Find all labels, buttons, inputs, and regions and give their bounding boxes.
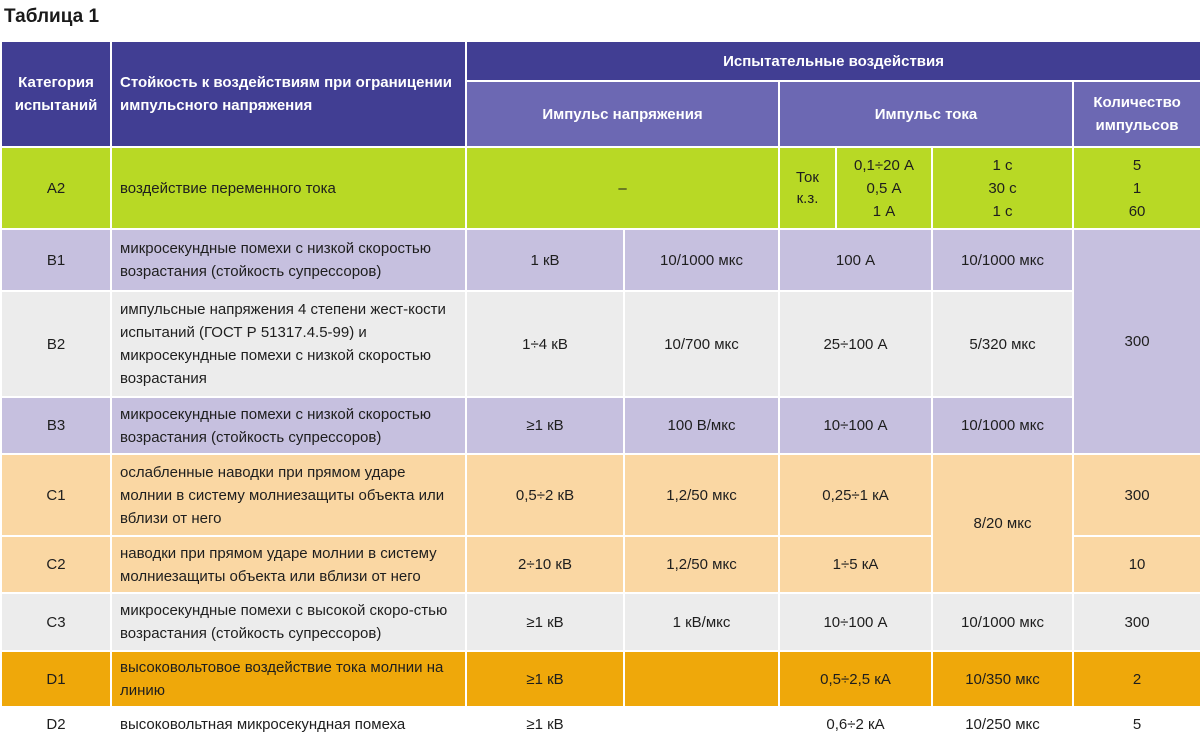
cell-pulse-count: 5 <box>1073 707 1200 741</box>
cell-current-amplitude: 25÷100 А <box>779 291 932 397</box>
cell-voltage-shape: 10/700 мкс <box>624 291 779 397</box>
cell-pulse-count: 300 <box>1073 593 1200 651</box>
header-resistance: Стойкость к воздействиям при ограницении импульсного напряжения <box>111 41 466 147</box>
cell-voltage-shape <box>624 651 779 707</box>
header-pulse-count: Количество импульсов <box>1073 81 1200 147</box>
cell-description: высоковольтовое воздействие тока молнии на линию <box>111 651 466 707</box>
cell-category: B2 <box>1 291 111 397</box>
cell-voltage-shape: 1 кВ/мкс <box>624 593 779 651</box>
cell-voltage: – <box>466 147 779 229</box>
cell-pulse-count-b: 300 <box>1073 229 1200 454</box>
cell-voltage-amplitude: 2÷10 кВ <box>466 536 624 593</box>
header-current-pulse: Импульс тока <box>779 81 1073 147</box>
cell-description: микросекундные помехи с низкой скоростью возрастания (стойкость супрессоров) <box>111 229 466 291</box>
cell-category: C1 <box>1 454 111 536</box>
cell-category: C2 <box>1 536 111 593</box>
cell-current-shape: 10/250 мкс <box>932 707 1073 741</box>
cell-category: A2 <box>1 147 111 229</box>
cell-category: B1 <box>1 229 111 291</box>
cell-category: D1 <box>1 651 111 707</box>
cell-current-values: 0,1÷20 А 0,5 А 1 А <box>836 147 932 229</box>
cell-voltage-shape: 10/1000 мкс <box>624 229 779 291</box>
cell-voltage-shape: 100 В/мкс <box>624 397 779 454</box>
test-categories-table <box>0 40 1200 742</box>
tok-label-line-1: Ток <box>796 169 819 186</box>
table-row-c3 <box>1 593 1200 651</box>
cell-voltage-amplitude: ≥1 кВ <box>466 397 624 454</box>
cell-description: воздействие переменного тока <box>111 147 466 229</box>
table-row-b2 <box>1 291 1200 397</box>
table-row-b3 <box>1 397 1200 454</box>
table-row-c1 <box>1 454 1200 536</box>
cell-voltage-amplitude: 1÷4 кВ <box>466 291 624 397</box>
cell-description: ослабленные наводки при прямом ударе молнии в систему молниезащиты объекта или вблизи от него <box>111 454 466 536</box>
cell-current-shape: 10/350 мкс <box>932 651 1073 707</box>
cell-current-amplitude: 0,25÷1 кА <box>779 454 932 536</box>
cell-description: импульсные напряжения 4 степени жест-кости испытаний (ГОСТ Р 51317.4.5-99) и микросекундные помехи с низкой скоростью возрастания <box>111 291 466 397</box>
cell-description: микросекундные помехи с высокой скоро-стью возрастания (стойкость супрессоров) <box>111 593 466 651</box>
cell-current-shape: 10/1000 мкс <box>932 593 1073 651</box>
cell-current-shape: 10/1000 мкс <box>932 229 1073 291</box>
header-tests: Испытательные воздействия <box>466 41 1200 81</box>
cell-voltage-amplitude: ≥1 кВ <box>466 707 624 741</box>
cell-short-circuit-label <box>779 147 836 229</box>
cell-current-amplitude: 10÷100 А <box>779 397 932 454</box>
header-row-1 <box>1 41 1200 81</box>
cell-voltage-amplitude: ≥1 кВ <box>466 651 624 707</box>
cell-current-shape: 10/1000 мкс <box>932 397 1073 454</box>
cell-current-shape: 5/320 мкс <box>932 291 1073 397</box>
cell-current-amplitude: 100 А <box>779 229 932 291</box>
cell-category: B3 <box>1 397 111 454</box>
cell-voltage-shape: 1,2/50 мкс <box>624 454 779 536</box>
cell-pulse-count: 10 <box>1073 536 1200 593</box>
cell-current-amplitude: 0,5÷2,5 кА <box>779 651 932 707</box>
cell-category: C3 <box>1 593 111 651</box>
cell-pulse-counts: 5 1 60 <box>1073 147 1200 229</box>
cell-current-amplitude: 10÷100 А <box>779 593 932 651</box>
table-row-a2 <box>1 147 1200 229</box>
table-row-d1 <box>1 651 1200 707</box>
table-row-b1 <box>1 229 1200 291</box>
header-voltage-pulse: Импульс напряжения <box>466 81 779 147</box>
cell-current-shape-c: 8/20 мкс <box>932 454 1073 593</box>
table-row-d2 <box>1 707 1200 741</box>
cell-voltage-shape: 1,2/50 мкс <box>624 536 779 593</box>
cell-description: наводки при прямом ударе молнии в систему молниезащиты объекта или вблизи от него <box>111 536 466 593</box>
header-category: Категория испытаний <box>1 41 111 147</box>
cell-pulse-count: 300 <box>1073 454 1200 536</box>
cell-current-amplitude: 1÷5 кА <box>779 536 932 593</box>
cell-current-amplitude: 0,6÷2 кА <box>779 707 932 741</box>
cell-voltage-amplitude: 1 кВ <box>466 229 624 291</box>
cell-voltage-amplitude: 0,5÷2 кВ <box>466 454 624 536</box>
cell-voltage-shape <box>624 707 779 741</box>
cell-durations: 1 с 30 с 1 с <box>932 147 1073 229</box>
cell-pulse-count: 2 <box>1073 651 1200 707</box>
tok-label-line-2: к.з. <box>796 190 819 207</box>
cell-category: D2 <box>1 707 111 741</box>
cell-voltage-amplitude: ≥1 кВ <box>466 593 624 651</box>
cell-description: микросекундные помехи с низкой скоростью возрастания (стойкость супрессоров) <box>111 397 466 454</box>
table-caption: Таблица 1 <box>4 6 100 27</box>
cell-description: высоковольтная микросекундная помеха <box>111 707 466 741</box>
